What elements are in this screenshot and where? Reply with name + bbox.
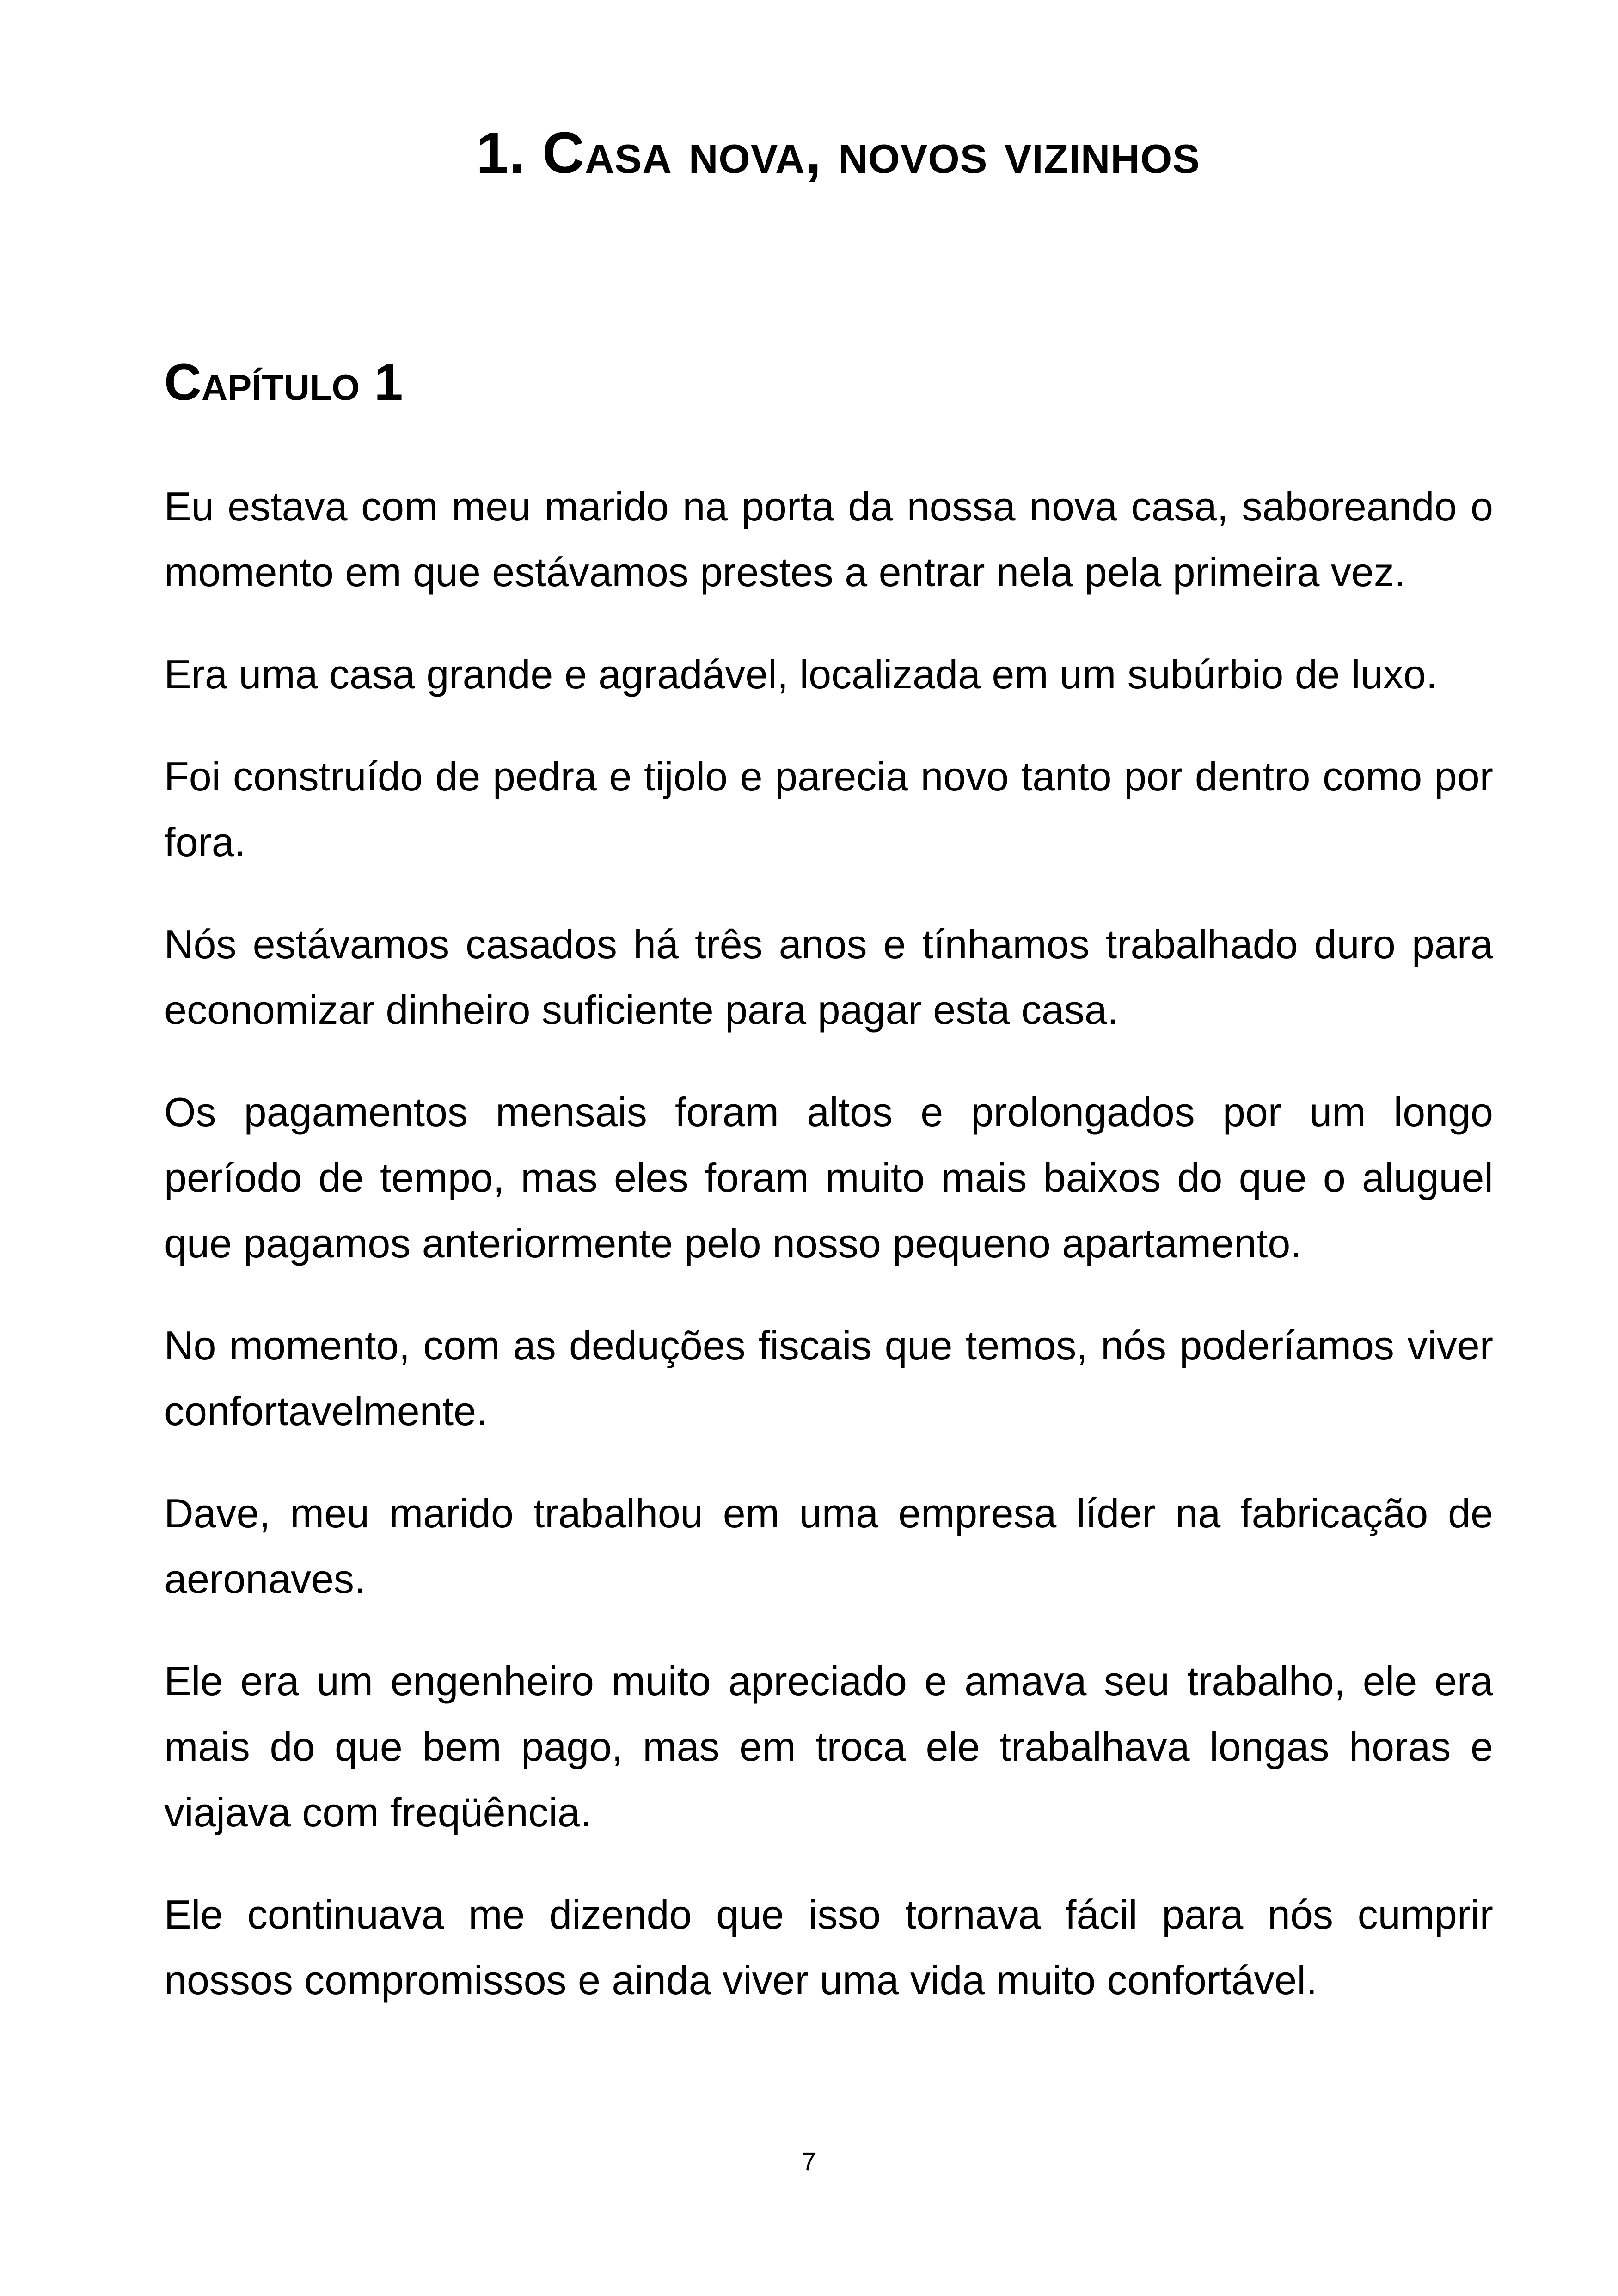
paragraph: Ele continuava me dizendo que isso tornava fácil para nós cumprir nossos compromissos e ainda viver uma vida muito confortável.	[164, 1892, 1493, 2003]
paragraph: Os pagamentos mensais foram altos e prolongados por um longo período de tempo, mas eles foram muito mais baixos do que o aluguel que pagamos anteriormente pelo nosso pequeno apartamento.	[164, 1089, 1493, 1266]
paragraph: No momento, com as deduções fiscais que temos, nós poderíamos viver confortavelmente.	[164, 1322, 1493, 1434]
paragraph: Era uma casa grande e agradável, localizada em um subúrbio de luxo.	[164, 651, 1438, 697]
page-number: 7	[802, 2147, 816, 2176]
paragraph: Eu estava com meu marido na porta da nossa nova casa, saboreando o momento em que estávamos prestes a entrar nela pela primeira vez.	[164, 484, 1493, 595]
chapter-title: Capítulo 1	[164, 353, 403, 411]
paragraph: Ele era um engenheiro muito apreciado e amava seu trabalho, ele era mais do que bem pago, mas em troca ele trabalhava longas horas e viajava com freqüência.	[164, 1658, 1493, 1835]
paragraph: Nós estávamos casados há três anos e tínhamos trabalhado duro para economizar dinheiro suficiente para pagar esta casa.	[164, 921, 1493, 1033]
chapter-body	[164, 474, 1493, 2050]
part-title: 1. Casa nova, novos vizinhos	[476, 120, 1201, 185]
paragraph: Foi construído de pedra e tijolo e parecia novo tanto por dentro como por fora.	[164, 753, 1493, 865]
paragraph: Dave, meu marido trabalhou em uma empresa líder na fabricação de aeronaves.	[164, 1490, 1493, 1602]
